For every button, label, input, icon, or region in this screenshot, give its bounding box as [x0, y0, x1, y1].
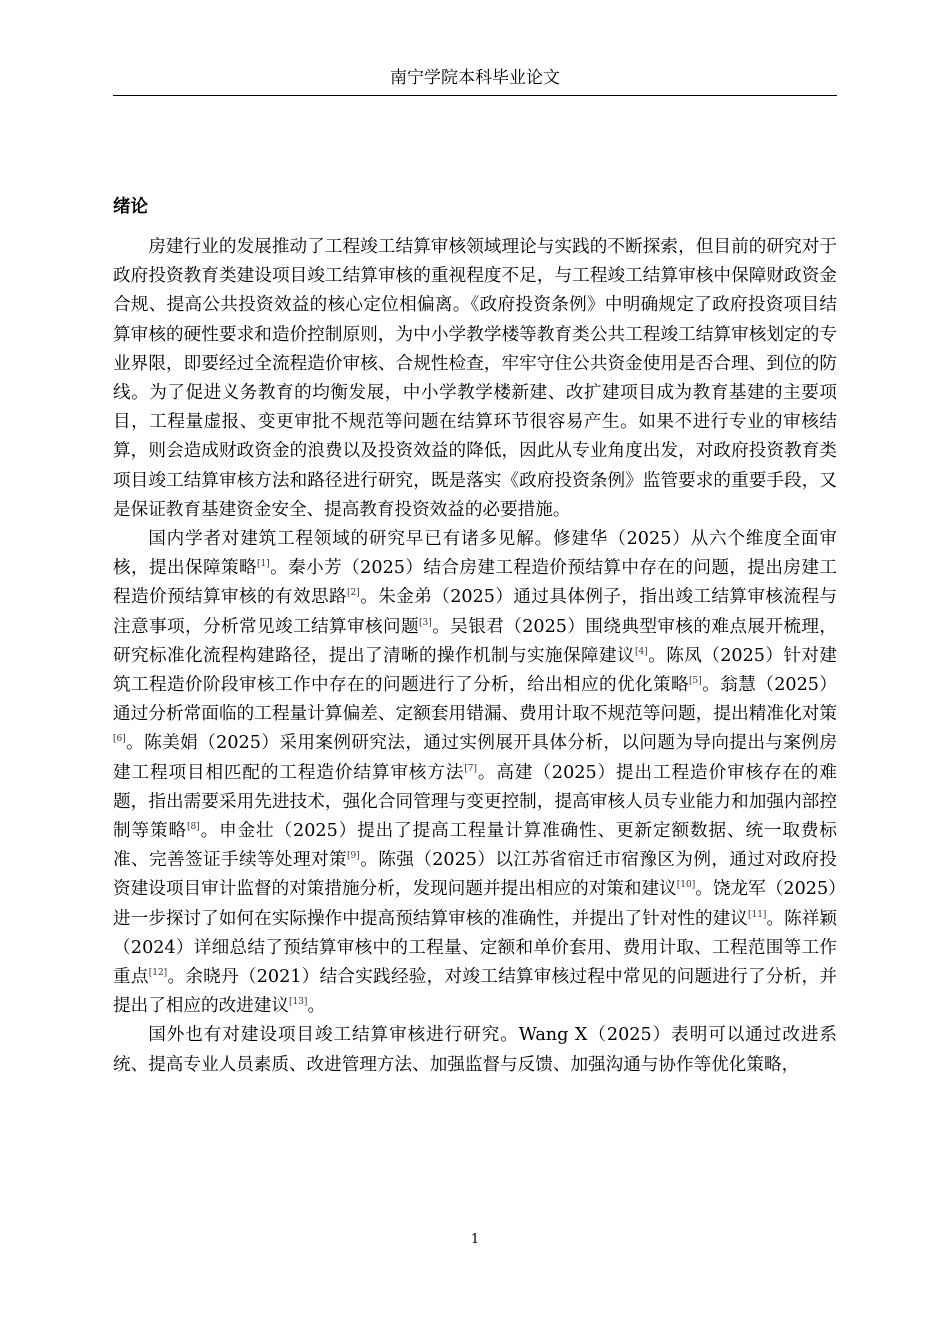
text-run: 国外也有对建设项目竣工结算审核进行研究。Wang X（2025）表明可以通过改进系统、提高专业人员素质、改进管理方法、加强监督与反馈、加强沟通与协作等优化策略， [113, 1025, 837, 1075]
text-run: 。朱金弟（2025）通过具体例子，指出竣工结算审核流程与注意事项，分析常见竣工结算审核问题 [113, 587, 837, 637]
citation-marker: [13] [288, 997, 308, 1008]
text-run: 。陈凤（2025）针对建筑工程造价阶段审核工作中存在的问题进行了分析，给出相应的优化策略 [113, 645, 837, 696]
paragraph-intro [113, 233, 837, 525]
text-run: 。秦小芳（2025）结合房建工程造价预结算中存在的问题，提出房建工程造价预结算审核的有效思路 [113, 558, 837, 608]
citation-marker: [10] [676, 880, 696, 891]
text-run: 。翁慧（2025）通过分析常面临的工程量计算偏差、定额套用错漏、费用计取不规范等问题，提出精准化对策 [113, 675, 837, 725]
citation-marker: [3] [419, 617, 432, 628]
citation-marker: [4] [635, 646, 648, 657]
citation-marker: [1] [257, 559, 270, 570]
citation-marker: [7] [464, 763, 478, 774]
text-run: 。余晓丹（2021）结合实践经验，对竣工结算审核过程中常见的问题进行了分析，并提出了相应的改进建议 [113, 967, 837, 1017]
citation-marker: [8] [186, 822, 200, 833]
citation-marker: [11] [747, 909, 767, 920]
text-run: 。陈强（2025）以江苏省宿迁市宿豫区为例，通过对政府投资建设项目审计监督的对策措施分析，发现问题并提出相应的对策和建议 [113, 850, 837, 900]
text-run: 。陈祥颖（2024）详细总结了预结算审核中的工程量、定额和单价套用、费用计取、工程范围等工作重点 [113, 908, 837, 988]
paragraph-domestic-research [113, 525, 837, 1021]
paragraph-foreign-research [113, 1021, 837, 1079]
text-run: 。饶龙军（2025）进一步探讨了如何在实际操作中提高预结算审核的准确性，并提出了针对性的建议 [113, 879, 837, 929]
page-number: 1 [470, 1232, 480, 1247]
body-text [113, 233, 837, 1080]
text-run: 。吴银君（2025）围绕典型审核的难点展开梳理，研究标准化流程构建路径，提出了清晰的操作机制与实施保障建议 [113, 616, 837, 666]
citation-marker: [2] [347, 588, 360, 599]
text-run: 。陈美娟（2025）采用案例研究法，通过实例展开具体分析，以问题为导向提出与案例房建工程项目相匹配的工程造价结算审核方法 [113, 733, 837, 783]
text-run: 。高建（2025）提出工程造价审核存在的难题，指出需要采用先进技术，强化合同管理与变更控制，提高审核人员专业能力和加强内部控制等策略 [113, 762, 837, 842]
citation-marker: [5] [689, 676, 702, 687]
citation-marker: [9] [347, 851, 360, 862]
text-run: 房建行业的发展推动了工程竣工结算审核领域理论与实践的不断探索，但目前的研究对于政府投资教育类建设项目竣工结算审核的重视程度不足，与工程竣工结算审核中保障财政资金合规、提高公共投资效益的核心定位相偏离。《政府投资条例》中明确规定了政府投资项目结算审核的硬性要求和造价控制原则，为中小学教学楼等教育类公共工程竣工结算审核划定的专业界限，即要经过全流程造价审核、合规性检查，牢牢守住公共资金使用是否合理、到位的防线。为了促进义务教育的均衡发展，中小学教学楼新建、改扩建项目成为教育基建的主要项目，工程量虚报、变更审批不规范等问题在结算环节很容易产生。如果不进行专业的审核结算，则会造成财政资金的浪费以及投资效益的降低，因此从专业角度出发，对政府投资教育类项目竣工结算审核方法和路径进行研究，既是落实《政府投资条例》监管要求的重要手段，又是保证教育基建资金安全、提高教育投资效益的必要措施。 [113, 237, 837, 520]
text-run: 。申金壮（2025）提出了提高工程量计算准确性、更新定额数据、统一取费标准、完善签证手续等处理对策 [113, 821, 837, 871]
text-run: 国内学者对建筑工程领域的研究早已有诸多见解。修建华（2025）从六个维度全面审核，提出保障策略 [113, 529, 837, 579]
section-title: 绪论 [113, 197, 148, 217]
page-header: 南宁学院本科毕业论文 [390, 68, 560, 88]
text-run: 。 [307, 996, 326, 1017]
citation-marker: [6] [113, 734, 126, 745]
header-rule [113, 95, 837, 96]
citation-marker: [12] [148, 968, 168, 979]
